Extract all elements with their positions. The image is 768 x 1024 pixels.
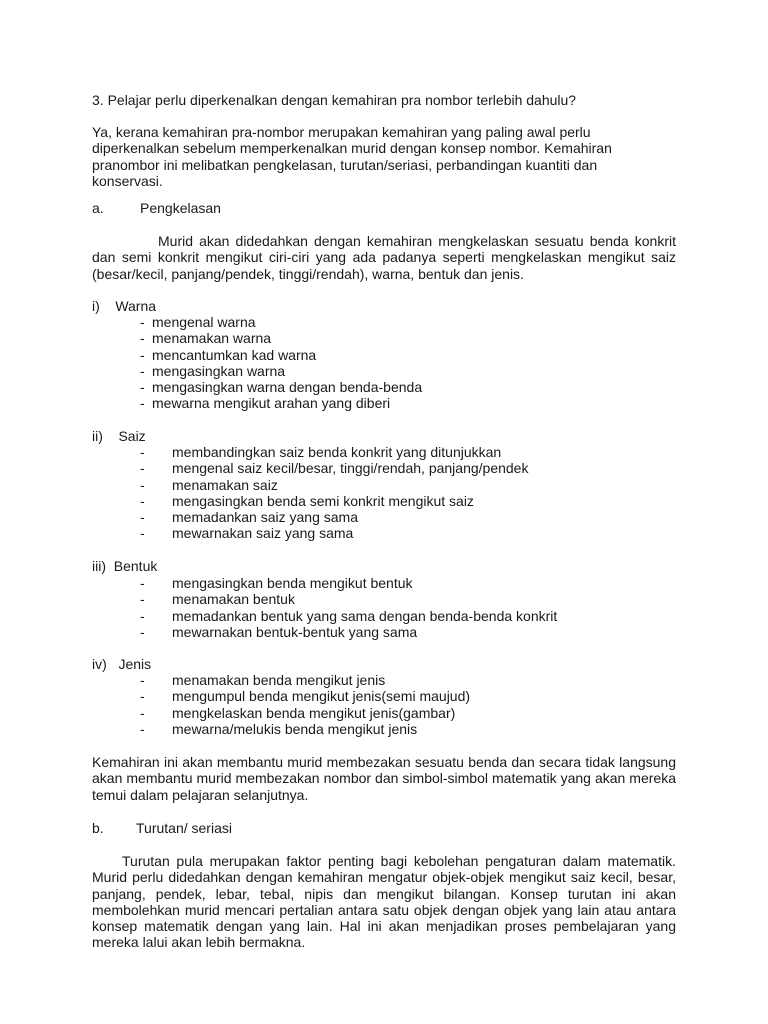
bentuk-list	[140, 575, 557, 640]
warna-list	[140, 314, 422, 412]
list-item: - menamakan warna	[140, 330, 272, 347]
list-item: - membandingkan saiz benda konkrit yang ditunjukkan	[140, 444, 502, 460]
saiz-heading: ii) Saiz	[92, 428, 146, 444]
section-title: Pengkelasan	[140, 200, 221, 216]
question-heading: 3. Pelajar perlu diperkenalkan dengan kemahiran pra nombor terlebih dahulu?	[92, 92, 577, 108]
warna-heading: i) Warna	[92, 298, 157, 314]
section-label: b.	[92, 820, 104, 836]
intro-line: Ya, kerana kemahiran pra-nombor merupakan kemahiran yang paling awal perlu	[92, 124, 591, 140]
summary-paragraph: Kemahiran ini akan membantu murid membezakan sesuatu benda dan secara tidak langsung akan membantu murid membezakan nombor dan simbol-simbol matematik yang akan mereka temui dalam pelajaran selanjutnya.	[92, 754, 676, 803]
list-item: - mengkelaskan benda mengikut jenis(gambar)	[140, 704, 456, 721]
list-item: - memadankan bentuk yang sama dengan benda-benda konkrit	[140, 607, 558, 624]
list-item: - mengasingkan warna dengan benda-benda	[140, 379, 423, 396]
intro-line: diperkenalkan sebelum memperkenalkan murid dengan konsep nombor. Kemahiran	[92, 140, 612, 157]
list-item: - mengenal saiz kecil/besar, tinggi/rendah, panjang/pendek	[140, 460, 529, 477]
list-item: - mengenal warna	[140, 314, 256, 330]
list-item: - memadankan saiz yang sama	[140, 509, 358, 526]
bentuk-heading: iii) Bentuk	[92, 558, 158, 574]
list-item: - mengumpul benda mengikut jenis(semi maujud)	[140, 688, 471, 705]
list-item: - mengasingkan warna	[140, 362, 286, 379]
section-title: Turutan/ seriasi	[136, 820, 232, 836]
intro-line: pranombor ini melibatkan pengkelasan, turutan/seriasi, perbandingan kuantiti dan	[92, 156, 598, 173]
list-item: - mengasingkan benda semi konkrit mengikut saiz	[140, 492, 474, 509]
list-item: - mencantumkan kad warna	[140, 346, 317, 363]
jenis-list	[140, 672, 470, 737]
saiz-list	[140, 444, 528, 542]
section-a-heading	[92, 200, 221, 216]
section-a-paragraph: Murid akan didedahkan dengan kemahiran mengkelaskan sesuatu benda konkrit dan semi konkrit mengikut ciri-ciri yang ada padanya seperti mengkelaskan mengikut saiz (besar/kecil, panjang/pendek, tinggi/rendah), warna, bentuk dan jenis.	[92, 233, 676, 282]
list-item: - menamakan bentuk	[140, 591, 295, 608]
intro-paragraph	[92, 124, 676, 189]
intro-line: konservasi.	[92, 172, 163, 189]
list-item: - mewarna/melukis benda mengikut jenis	[140, 720, 418, 737]
list-item: - menamakan benda mengikut jenis	[140, 672, 386, 688]
list-item: - mewarnakan saiz yang sama	[140, 525, 354, 542]
list-item: - mengasingkan benda mengikut bentuk	[140, 575, 413, 591]
section-label: a.	[92, 200, 104, 216]
section-b-paragraph: Turutan pula merupakan faktor penting bagi kebolehan pengaturan dalam matematik. Murid perlu didedahkan dengan kemahiran mengatur objek-objek mengikut saiz kecil, besar, panjang, pendek, lebar, tebal, nipis dan mengikut bilangan. Konsep turutan ini akan membolehkan murid mencari pertalian antara satu objek dengan objek yang lain atau antara konsep matematik dengan yang lain. Hal ini akan menjadikan proses pembelajaran yang mereka lalui akan lebih bermakna.	[92, 853, 676, 951]
list-item: - menamakan saiz	[140, 476, 278, 493]
section-b-heading	[92, 820, 232, 836]
list-item: - mewarna mengikut arahan yang diberi	[140, 395, 391, 412]
jenis-heading: iv) Jenis	[92, 656, 152, 672]
list-item: - mewarnakan bentuk-bentuk yang sama	[140, 623, 418, 640]
